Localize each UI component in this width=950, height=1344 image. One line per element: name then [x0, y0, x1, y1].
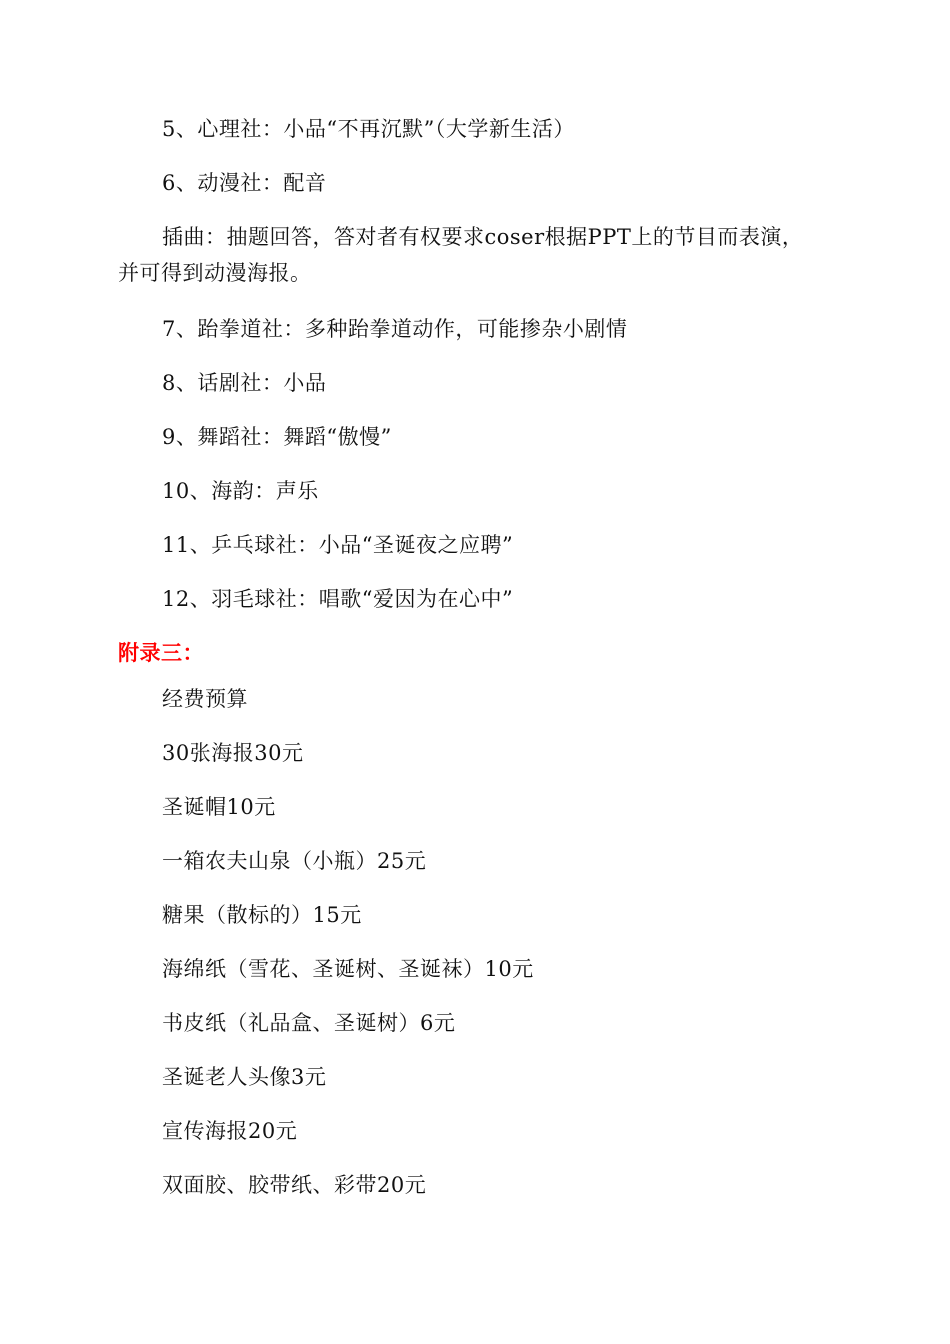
budget-item: 糖果（散标的）15元 [162, 903, 362, 927]
budget-item: 双面胶、胶带纸、彩带20元 [162, 1173, 427, 1197]
program-item-9: 9、舞蹈社：舞蹈“傲慢” [162, 425, 392, 449]
interlude-line-2: 并可得到动漫海报。 [118, 261, 312, 285]
budget-item: 圣诞老人头像3元 [162, 1065, 327, 1089]
program-item-12: 12、羽毛球社：唱歌“爱因为在心中” [162, 587, 514, 611]
budget-item: 一箱农夫山泉（小瓶）25元 [162, 849, 427, 873]
appendix-heading: 附录三： [118, 641, 204, 665]
interlude-line-1: 插曲：抽题回答，答对者有权要求coser根据PPT上的节目而表演， [162, 225, 804, 249]
budget-item: 30张海报30元 [162, 741, 304, 765]
program-item-10: 10、海韵：声乐 [162, 479, 319, 503]
budget-item: 书皮纸（礼品盒、圣诞树）6元 [162, 1011, 456, 1035]
program-item-6: 6、动漫社：配音 [162, 171, 327, 195]
program-item-8: 8、话剧社：小品 [162, 371, 327, 395]
program-item-5: 5、心理社：小品“不再沉默”（大学新生活） [162, 117, 575, 141]
budget-item: 圣诞帽10元 [162, 795, 276, 819]
program-item-11: 11、乒乓球社：小品“圣诞夜之应聘” [162, 533, 514, 557]
budget-item: 宣传海报20元 [162, 1119, 298, 1143]
budget-title: 经费预算 [162, 687, 248, 711]
budget-item: 海绵纸（雪花、圣诞树、圣诞袜）10元 [162, 957, 534, 981]
program-item-7: 7、跆拳道社：多种跆拳道动作，可能掺杂小剧情 [162, 317, 628, 341]
